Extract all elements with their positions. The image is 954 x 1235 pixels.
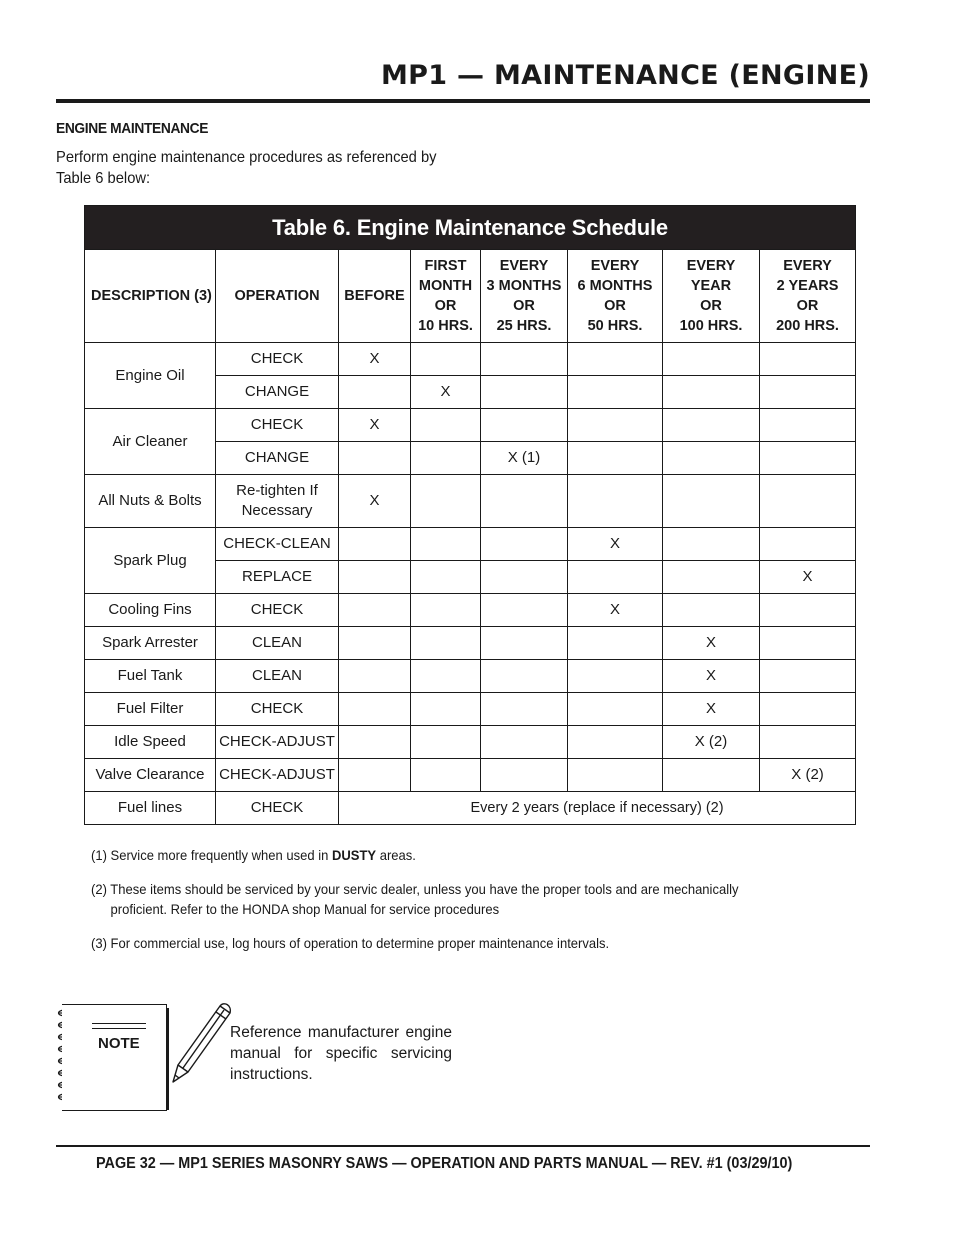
row-description: Spark Arrester bbox=[85, 627, 216, 660]
cell-before: X bbox=[339, 343, 411, 376]
cell-before: X bbox=[339, 475, 411, 528]
section-heading: ENGINE MAINTENANCE bbox=[56, 120, 209, 137]
row-description: Fuel lines bbox=[85, 792, 216, 825]
page-footer: PAGE 32 — MP1 SERIES MASONRY SAWS — OPERATION AND PARTS MANUAL — REV. #1 (03/29/10) bbox=[96, 1155, 793, 1172]
table-row bbox=[85, 792, 856, 825]
note-label: NOTE bbox=[98, 1035, 140, 1052]
header-every-year: EVERY YEAR OR 100 HRS. bbox=[663, 250, 760, 343]
cell-every-6-months: X bbox=[568, 528, 663, 561]
cell-first-month: X bbox=[411, 376, 481, 409]
row-description: Idle Speed bbox=[85, 726, 216, 759]
table-header-row bbox=[85, 250, 856, 343]
cell-every-year: X bbox=[663, 627, 760, 660]
row-operation: CHECK-ADJUST bbox=[216, 759, 339, 792]
row-description: Fuel Tank bbox=[85, 660, 216, 693]
cell-span-note: Every 2 years (replace if necessary) (2) bbox=[339, 792, 856, 825]
row-operation: CHECK bbox=[216, 343, 339, 376]
row-operation: Re-tighten If Necessary bbox=[216, 475, 339, 528]
footnote-3: (3) For commercial use, log hours of operation to determine proper maintenance intervals. bbox=[91, 935, 610, 951]
table-row bbox=[85, 627, 856, 660]
header-every-6-months: EVERY 6 MONTHS OR 50 HRS. bbox=[568, 250, 663, 343]
intro-paragraph: Perform engine maintenance procedures as referenced by Table 6 below: bbox=[56, 149, 437, 187]
table-caption: Table 6. Engine Maintenance Schedule bbox=[85, 206, 856, 250]
row-operation: CHECK-ADJUST bbox=[216, 726, 339, 759]
page-title: MP1 — MAINTENANCE (ENGINE) bbox=[380, 60, 870, 91]
header-every-3-months: EVERY 3 MONTHS OR 25 HRS. bbox=[481, 250, 568, 343]
row-description: Fuel Filter bbox=[85, 693, 216, 726]
footer-divider bbox=[56, 1145, 870, 1147]
row-description: Spark Plug bbox=[85, 528, 216, 594]
title-divider bbox=[56, 99, 870, 103]
header-every-2-years: EVERY 2 YEARS OR 200 HRS. bbox=[760, 250, 856, 343]
table-row bbox=[85, 594, 856, 627]
row-description: Engine Oil bbox=[85, 343, 216, 409]
table-row bbox=[85, 660, 856, 693]
row-operation: CHANGE bbox=[216, 376, 339, 409]
cell-every-6-months: X bbox=[568, 594, 663, 627]
cell-every-year: X (2) bbox=[663, 726, 760, 759]
header-before: BEFORE bbox=[339, 250, 411, 343]
cell-every-3-months: X (1) bbox=[481, 442, 568, 475]
row-operation: CHANGE bbox=[216, 442, 339, 475]
cell-every-year: X bbox=[663, 660, 760, 693]
row-operation: CLEAN bbox=[216, 627, 339, 660]
pencil-icon bbox=[170, 1000, 234, 1088]
row-operation: CHECK bbox=[216, 693, 339, 726]
row-operation: CHECK bbox=[216, 792, 339, 825]
table-row bbox=[85, 528, 856, 561]
table-row bbox=[85, 726, 856, 759]
row-description: Air Cleaner bbox=[85, 409, 216, 475]
maintenance-schedule-table bbox=[84, 205, 856, 825]
table-row bbox=[85, 693, 856, 726]
table-row bbox=[85, 759, 856, 792]
header-first-month: FIRST MONTH OR 10 HRS. bbox=[411, 250, 481, 343]
cell-every-2-years: X (2) bbox=[760, 759, 856, 792]
row-operation: REPLACE bbox=[216, 561, 339, 594]
cell-every-year: X bbox=[663, 693, 760, 726]
row-operation: CLEAN bbox=[216, 660, 339, 693]
footnote-1: (1) Service more frequently when used in DUSTY areas. bbox=[91, 847, 416, 863]
table-row bbox=[85, 343, 856, 376]
notebook-icon bbox=[62, 1004, 167, 1111]
row-operation: CHECK bbox=[216, 409, 339, 442]
row-description: Valve Clearance bbox=[85, 759, 216, 792]
cell-every-2-years: X bbox=[760, 561, 856, 594]
cell-before: X bbox=[339, 409, 411, 442]
table-row bbox=[85, 475, 856, 528]
header-operation: OPERATION bbox=[216, 250, 339, 343]
row-description: Cooling Fins bbox=[85, 594, 216, 627]
footnote-2: (2) These items should be serviced by your servic dealer, unless you have the proper tools and are mechanically proficient. Refer to the HONDA shop Manual for service procedures bbox=[91, 881, 739, 917]
row-description: All Nuts & Bolts bbox=[85, 475, 216, 528]
table-row bbox=[85, 409, 856, 442]
header-description: DESCRIPTION (3) bbox=[85, 250, 216, 343]
row-operation: CHECK bbox=[216, 594, 339, 627]
row-operation: CHECK-CLEAN bbox=[216, 528, 339, 561]
note-text: Reference manufacturer engine manual for specific servicing instructions. bbox=[230, 1024, 452, 1083]
